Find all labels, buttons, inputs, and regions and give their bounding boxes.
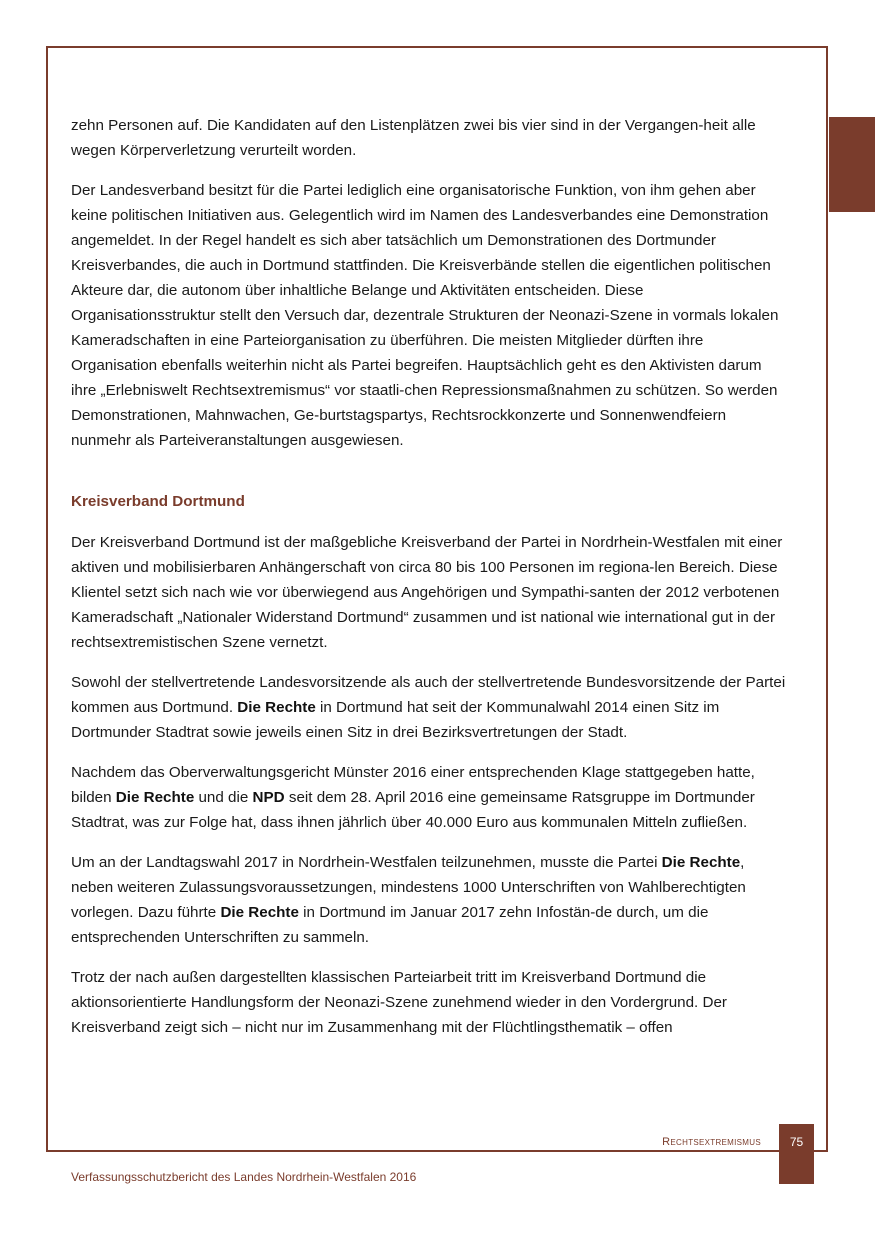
paragraph-5: Nachdem das Oberverwaltungsgericht Münster 2016 einer entsprechenden Klage stattgegeben hatte, bilden Die Rechte und die NPD seit dem 28. April 2016 eine gemeinsame Ratsgruppe im Dortmunder Stadtrat, was zur Folge hat, dass ihnen jährlich über 40.000 Euro aus kommunalen Mitteln zufließen.: [71, 764, 755, 831]
section-heading: Kreisverband Dortmund: [71, 493, 245, 510]
paragraph-3: Der Kreisverband Dortmund ist der maßgebliche Kreisverband der Partei in Nordrhein-Westfalen mit einer aktiven und mobilisierbaren Anhängerschaft von circa 80 bis 100 Personen im regiona-len Bereich. Diese Klientel setzt sich nach wie vor überwiegend aus Angehörigen und Sympathi-santen der 2012 verbotenen Kameradschaft „Nationaler Widerstand Dortmund“ zusammen und ist national wie international gut in der rechtsextremistischen Szene vernetzt.: [71, 534, 783, 651]
publication-title: Verfassungsschutzbericht des Landes Nordrhein-Westfalen 2016: [71, 1170, 417, 1184]
paragraph-6: Um an der Landtagswahl 2017 in Nordrhein-Westfalen teilzunehmen, musste die Partei Die Rechte, neben weiteren Zulassungsvoraussetzungen, mindestens 1000 Unterschriften von Wahlberechtigten vorlegen. Dazu führte Die Rechte in Dortmund im Januar 2017 zehn Infostän-de durch, um die entsprechenden Unterschriften zu sammeln.: [71, 854, 746, 946]
page-number: 75: [779, 1124, 814, 1184]
paragraph-7: Trotz der nach außen dargestellten klassischen Parteiarbeit tritt im Kreisverband Dortmund die aktionsorientierte Handlungsform der Neonazi-Szene zunehmend wieder in den Vordergrund. Der Kreisverband zeigt sich – nicht nur im Zusammenhang mit der Flüchtlingsthematik – offen: [71, 969, 727, 1036]
paragraph-4: Sowohl der stellvertretende Landesvorsitzende als auch der stellvertretende Bundesvorsitzende der Partei kommen aus Dortmund. Die Rechte in Dortmund hat seit der Kommunalwahl 2014 einen Sitz im Dortmunder Stadtrat sowie jeweils einen Sitz in drei Bezirksvertretungen der Stadt.: [71, 674, 786, 741]
chapter-tab: [829, 117, 875, 212]
paragraph-2: Der Landesverband besitzt für die Partei lediglich eine organisatorische Funktion, von ihm gehen aber keine politischen Initiativen aus. Gelegentlich wird im Namen des Landesverbandes eine Demonstration angemeldet. In der Regel handelt es sich aber tatsächlich um Demonstrationen des Dortmunder Kreisverbandes, die auch in Dortmund stattfinden. Die Kreisverbände stellen die eigentlichen politischen Akteure dar, die autonom über inhaltliche Belange und Aktivitäten entscheiden. Diese Organisationsstruktur stellt den Versuch dar, dezentrale Strukturen der Neonazi-Szene in vormals lokalen Kameradschaften in eine Parteiorganisation zu überführen. Die meisten Mitglieder dürften ihre Organisation ebenfalls weiterhin nicht als Partei begreifen. Hauptsächlich geht es den Aktivisten darum ihre „Erlebniswelt Rechtsextremismus“ vor staatli-chen Repressionsmaßnahmen zu schützen. So werden Demonstrationen, Mahnwachen, Ge-burtstagspartys, Rechtsrockkonzerte und Sonnenwendfeiern nunmehr als Parteiveranstaltungen ausgewiesen.: [71, 182, 779, 449]
main-content: [71, 113, 787, 1055]
paragraph-1: zehn Personen auf. Die Kandidaten auf den Listenplätzen zwei bis vier sind in der Vergangen-heit alle wegen Körperverletzung verurteilt worden.: [71, 117, 756, 159]
running-head: Rechtsextremismus: [662, 1136, 761, 1148]
